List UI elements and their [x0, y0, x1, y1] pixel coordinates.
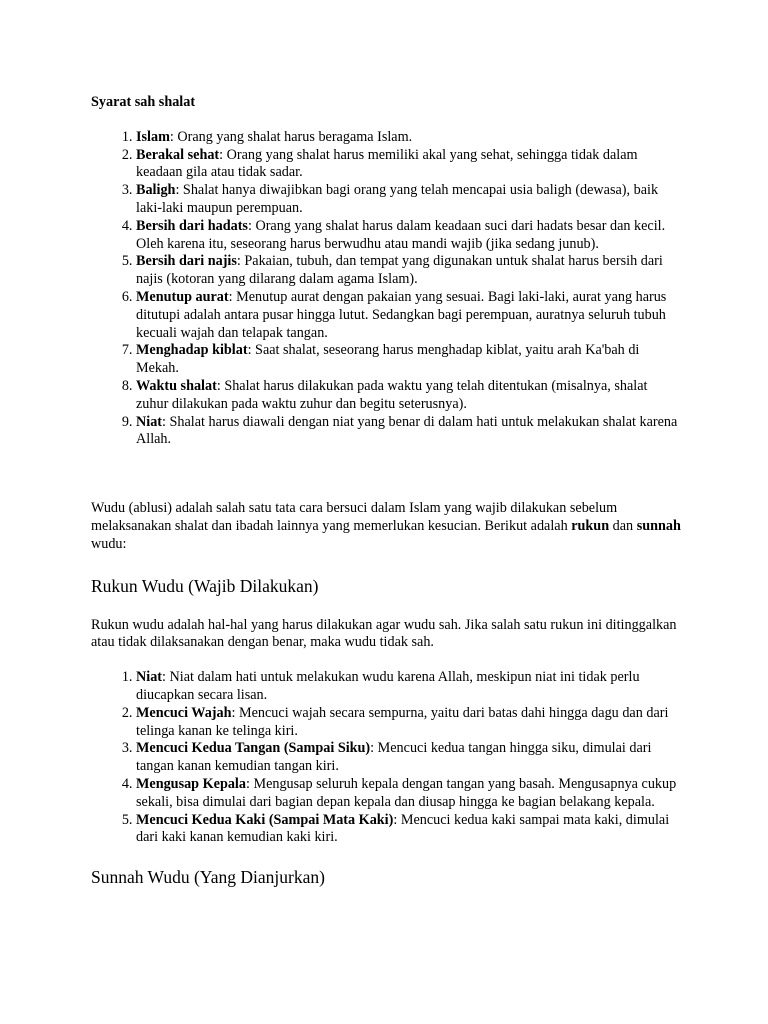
wudu-intro-bold-rukun: rukun: [571, 517, 610, 534]
list-item: [136, 669, 681, 705]
list-item-text: : Shalat harus dilakukan pada waktu yang telah ditentukan (misalnya, shalat zuhur dilakukan pada waktu zuhur dan begitu seterusnya).: [136, 377, 648, 412]
list-item-term: Mencuci Kedua Kaki (Sampai Mata Kaki): [136, 811, 394, 828]
list-item: [136, 705, 681, 741]
list-item: [136, 147, 681, 183]
list-item-term: Mencuci Wajah: [136, 704, 232, 721]
spacer: [91, 449, 681, 500]
list-item-term: Islam: [136, 128, 170, 145]
list-item-text: : Shalat hanya diwajibkan bagi orang yang telah mencapai usia baligh (dewasa), baik laki-laki maupun perempuan.: [136, 182, 659, 216]
list-item-text: : Pakaian, tubuh, dan tempat yang digunakan untuk shalat harus bersih dari najis (kotoran yang dilarang dalam agama Islam).: [136, 253, 663, 288]
list-item-text: : Mencuci wajah secara sempurna, yaitu dari batas dahi hingga dagu dan dari telinga kanan ke telinga kiri.: [136, 704, 669, 739]
list-item: [136, 129, 681, 147]
list-item-term: Niat: [136, 413, 163, 430]
list-item-text: : Orang yang shalat harus beragama Islam.: [169, 128, 413, 145]
wudu-intro-text: Wudu (ablusi) adalah salah satu tata cara bersuci dalam Islam yang wajib dilakukan sebelum melaksanakan shalat dan ibadah lainnya yang memerlukan kesucian. Berikut adalah: [91, 500, 618, 534]
list-item: [136, 218, 681, 254]
list-item: [136, 253, 681, 289]
list-item-text: : Orang yang shalat harus memiliki akal yang sehat, sehingga tidak dalam keadaan gila atau tidak sadar.: [136, 146, 638, 181]
list-item: [136, 289, 681, 342]
list-item-text: : Orang yang shalat harus dalam keadaan suci dari hadats besar dan kecil. Oleh karena itu, seseorang harus berwudhu atau mandi wajib (jika sedang junub).: [136, 217, 666, 252]
list-item-term: Bersih dari hadats: [136, 217, 248, 234]
rukun-heading: Rukun Wudu (Wajib Dilakukan): [91, 575, 319, 596]
wudu-intro-text: dan: [609, 517, 637, 534]
list-item-term: Baligh: [136, 182, 176, 199]
list-item: [136, 342, 681, 378]
list-item-term: Mengusap Kepala: [136, 775, 246, 792]
list-item-text: : Shalat harus diawali dengan niat yang benar di dalam hati untuk melakukan shalat karena Allah.: [136, 413, 678, 448]
list-item-term: Menutup aurat: [136, 288, 229, 305]
wudu-intro-paragraph: [91, 500, 681, 553]
rukun-description: Rukun wudu adalah hal-hal yang harus dilakukan agar wudu sah. Jika salah satu rukun ini ditinggalkan atau tidak dilaksanakan dengan benar, maka wudu tidak sah.: [91, 616, 677, 651]
syarat-title: Syarat sah shalat: [91, 94, 196, 110]
list-item-text: : Mencuci kedua kaki sampai mata kaki, dimulai dari kaki kanan kemudian kaki kiri.: [136, 811, 670, 846]
list-item-text: : Niat dalam hati untuk melakukan wudu karena Allah, meskipun niat ini tidak perlu diucapkan secara lisan.: [136, 669, 640, 703]
list-item-term: Bersih dari najis: [136, 253, 237, 270]
list-item-term: Berakal sehat: [136, 146, 220, 163]
list-item: [136, 414, 681, 450]
list-item-text: : Saat shalat, seseorang harus menghadap kiblat, yaitu arah Ka'bah di Mekah.: [136, 342, 640, 377]
list-item-term: Mencuci Kedua Tangan (Sampai Siku): [136, 740, 371, 757]
sunnah-heading: Sunnah Wudu (Yang Dianjurkan): [91, 867, 325, 888]
list-item-term: Menghadap kiblat: [136, 342, 248, 359]
list-item-text: : Mencuci kedua tangan hingga siku, dimulai dari tangan kanan kemudian tangan kiri.: [136, 740, 652, 775]
list-item-text: : Menutup aurat dengan pakaian yang sesuai. Bagi laki-laki, aurat yang harus ditutupi adalah antara pusar hingga lutut. Sedangkan bagi perempuan, auratnya seluruh tubuh kecuali wajah dan telapak tangan.: [136, 288, 667, 341]
list-item: [136, 182, 681, 218]
list-item: [136, 378, 681, 414]
list-item-term: Niat: [136, 669, 163, 686]
list-item-term: Waktu shalat: [136, 377, 217, 394]
document-body: [91, 94, 681, 908]
rukun-list: [91, 669, 681, 847]
syarat-list: [91, 129, 681, 449]
wudu-intro-text: wudu:: [91, 535, 127, 552]
list-item: [136, 776, 681, 812]
wudu-intro-bold-sunnah: sunnah: [636, 517, 681, 534]
list-item: [136, 740, 681, 776]
list-item-text: : Mengusap seluruh kepala dengan tangan yang basah. Mengusapnya cukup sekali, bisa dimulai dari bagian depan kepala dan diusap hingga ke bagian belakang kepala.: [136, 775, 677, 810]
list-item: [136, 812, 681, 848]
